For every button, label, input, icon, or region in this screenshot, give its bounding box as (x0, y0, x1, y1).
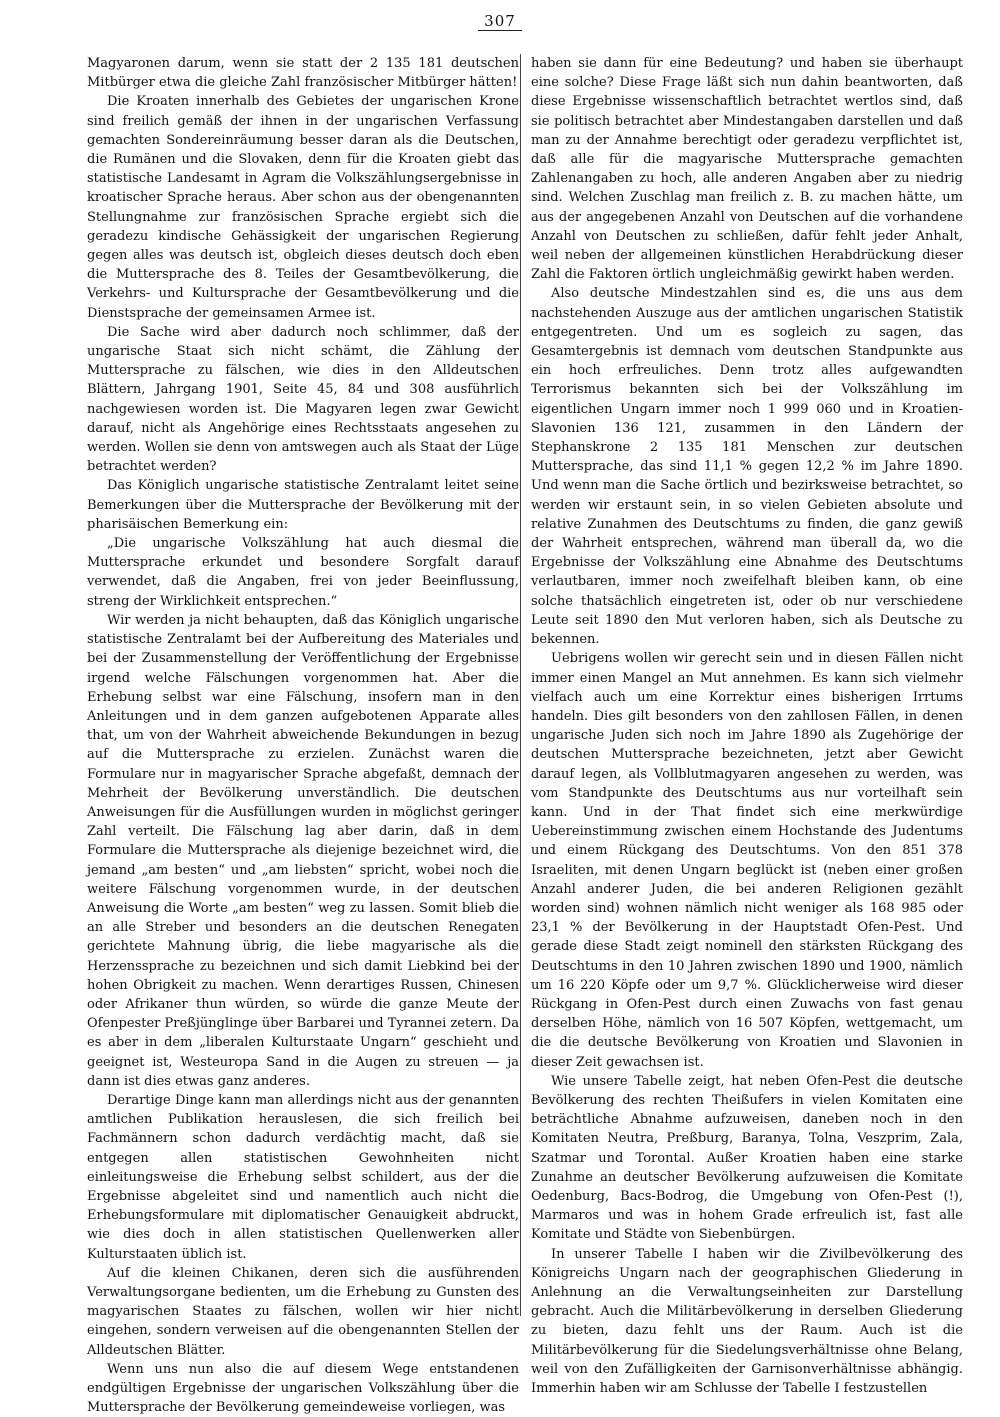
right-column (531, 54, 963, 1398)
page-number: 307 (0, 12, 1000, 30)
paragraph: Wir werden ja nicht behaupten, daß das Königlich ungarische statistische Zentralamt bei der Aufbereitung des Materiales und bei der Zusammenstellung der Veröffentlichung der Ergebnisse irgend welche Fälschungen vorgenommen hat. Aber die Erhebung selbst war eine Fälschung, insofern man in den Anleitungen und in dem ganzen aufgebotenen Apparate alles that, um von der Wahrheit abweichende Bekundungen in bezug auf die Muttersprache zu erzielen. Zunächst waren die Formulare nur in magyarischer Sprache abgefaßt, demnach der Mehrheit der Bevölkerung unverständlich. Die deutschen Anweisungen für die Ausfüllungen wurden in möglichst geringer Zahl verteilt. Die Fälschung lag aber darin, daß in dem Formulare die Muttersprache als diejenige bezeichnet wird, die jemand „am besten“ und „am liebsten“ spricht, wobei noch die weitere Fälschung vorgenommen wurde, in der deutschen Anweisung die Worte „am besten“ weg zu lassen. Somit blieb die an alle Streber und besonders an die deutschen Renegaten gerichtete Mahnung übrig, die liebe magyarische als die Herzenssprache zu bezeichnen und sich damit Liebkind bei der hohen Obrigkeit zu machen. Wenn derartiges Russen, Chinesen oder Afrikaner thun würden, so würde die ganze Meute der Ofenpester Preßjünglinge über Barbarei und Tyrannei zetern. Da es aber in dem „liberalen Kulturstaate Ungarn“ geschieht und geeignet ist, Westeuropa Sand in die Augen zu streuen — ja dann ist dies etwas ganz anderes. (87, 612, 519, 1089)
paragraph: Die Sache wird aber dadurch noch schlimmer, daß der ungarische Staat sich nicht schämt, die Zählung der Muttersprache zu fälschen, wie dies in den Alldeutschen Blättern, Jahrgang 1901, Seite 45, 84 und 308 ausführlich nachgewiesen worden ist. Die Magyaren legen zwar Gewicht darauf, nicht als Angehörige eines Rechtsstaats angesehen zu werden. Wollen sie denn von amtswegen auch als Staat der Lüge betrachtet werden? (87, 324, 519, 475)
paragraph: Uebrigens wollen wir gerecht sein und in diesen Fällen nicht immer einen Mangel an Mut annehmen. Es kann sich vielmehr vielfach auch um eine Korrektur eines bisherigen Irrtums handeln. Dies gilt besonders von den zahllosen Fällen, in denen ungarische Juden sich noch im Jahre 1890 als Zugehörige der deutschen Muttersprache bezeichneten, jetzt aber Gewicht darauf legen, als Vollblutmagyaren angesehen zu werden, was vom Standpunkte des Deutschtums aus nur vorteilhaft sein kann. Und in der That findet sich eine merkwürdige Uebereinstimmung zwischen einem Hochstande des Judentums und einem Rückgang des Deutschtums. Von den 851 378 Israeliten, mit denen Ungarn beglückt ist (neben einer großen Anzahl anderer Juden, die bei anderen Religionen gezählt worden sind) wohnen nämlich nicht weniger als 168 985 oder 23,1 % der Bevölkerung in der Hauptstadt Ofen-Pest. Und gerade diese Stadt zeigt nominell den stärksten Rückgang des Deutschtums in den 10 Jahren zwischen 1890 und 1900, nämlich um 16 220 Köpfe oder um 9,7 %. Glücklicherweise wird dieser Rückgang in Ofen-Pest durch einen Zuwachs von fast genau derselben Höhe, nämlich von 16 507 Köpfen, wettgemacht, um die die deutsche Bevölkerung von Kroatien und Slavonien in dieser Zeit gewachsen ist. (531, 651, 963, 1070)
left-column (87, 54, 519, 1417)
paragraph: Also deutsche Mindestzahlen sind es, die uns aus dem nachstehenden Auszuge aus der amtlichen ungarischen Statistik entgegentreten. Und um es sogleich zu sagen, das Gesamtergebnis ist demnach vom deutschen Standpunkte aus ein hoch erfreuliches. Denn trotz alles aufgewandten Terrorismus bekannten sich bei der Volkszählung im eigentlichen Ungarn immer noch 1 999 060 und in Kroatien-Slavonien 136 121, zusammen in den Ländern der Stephanskrone 2 135 181 Menschen zur deutschen Muttersprache, das sind 11,1 % gegen 12,2 % im Jahre 1890. Und wenn man die Sache örtlich und bezirksweise betrachtet, so werden wir erstaunt sein, in so vielen Gebieten absolute und relative Zunahmen des Deutschtums zu finden, die ganz gewiß der Wahrheit entsprechen, während man überall da, wo die Ergebnisse der Volkszählung eine Abnahme des Deutschtums verlautbaren, immer noch zweifelhaft bleiben kann, ob eine solche thatsächlich eingetreten ist, oder ob nur verschiedene Leute seit 1890 den Mut verloren haben, sich als Deutsche zu bekennen. (531, 286, 963, 648)
paragraph: Die Kroaten innerhalb des Gebietes der ungarischen Krone sind freilich gemäß der ihnen in der ungarischen Verfassung gemachten Sondereinräumung besser daran als die Deutschen, die Rumänen und die Slovaken, denn für die Kroaten giebt das statistische Landesamt in Agram die Volkszählungsergebnisse in kroatischer Sprache heraus. Aber schon aus der obengenannten Stellungnahme zur französischen Sprache ergiebt sich die geradezu kindische Gehässigkeit der ungarischen Regierung gegen alles was deutsch ist, obgleich dieses deutsch doch eben die Muttersprache des 8. Teiles der Gesamtbevölkerung, die Verkehrs- und Kultursprache der Gesamtbevölkerung und die Dienstsprache der gemeinsamen Armee ist. (87, 94, 519, 321)
column-divider (520, 54, 521, 1316)
paragraph: In unserer Tabelle I haben wir die Zivilbevölkerung des Königreichs Ungarn nach der geographischen Gliederung in Anlehnung an die Verwaltungseinheiten zur Darstellung gebracht. Auch die Militärbevölkerung in derselben Gliederung zu bieten, dazu fehlt uns der Raum. Auch ist die Militärbevölkerung für die Siedelungsverhältnisse ohne Belang, weil von den Zufälligkeiten der Garnisonverhältnisse abhängig. Immerhin haben wir am Schlusse der Tabelle I festzustellen (531, 1246, 963, 1397)
quote-paragraph: „Die ungarische Volkszählung hat auch diesmal die Muttersprache erkundet und besondere Sorgfalt darauf verwendet, daß die Angaben, frei von jeder Beeinflussung, streng der Wirklichkeit entsprechen.“ (87, 536, 519, 609)
paragraph: Das Königlich ungarische statistische Zentralamt leitet seine Bemerkungen über die Muttersprache der Bevölkerung mit der pharisäischen Bemerkung ein: (87, 478, 519, 532)
paragraph: Magyaronen darum, wenn sie statt der 2 135 181 deutschen Mitbürger etwa die gleiche Zahl französischer Mitbürger hätten! (87, 56, 519, 91)
paragraph: Wenn uns nun also die auf diesem Wege entstandenen endgültigen Ergebnisse der ungarischen Volkszählung über die Muttersprache der Bevölkerung gemeindeweise vorliegen, was (87, 1361, 519, 1416)
paragraph: Wie unsere Tabelle zeigt, hat neben Ofen-Pest die deutsche Bevölkerung des rechten Theißufers in vielen Komitaten eine beträchtliche Abnahme aufzuweisen, daneben noch in den Komitaten Neutra, Preßburg, Baranya, Tolna, Veszprim, Zala, Szatmar und Torontal. Außer Kroatien haben eine starke Zunahme an deutscher Bevölkerung aufzuweisen die Komitate Oedenburg, Bacs-Bodrog, die Umgebung von Ofen-Pest (!), Marmaros und was in hohem Grade erfreulich ist, fast alle Komitate und Städte von Siebenbürgen. (531, 1073, 963, 1243)
paragraph: Derartige Dinge kann man allerdings nicht aus der genannten amtlichen Publikation herauslesen, die sich freilich bei Fachmännern schon dadurch verdächtig macht, daß sie entgegen allen statistischen Gewohnheiten nicht einleitungsweise die Erhebung selbst schildert, aus der die Ergebnisse abgeleitet sind und namentlich auch nicht die Erhebungsformulare mit diplomatischer Genauigkeit abdruckt, wie dies doch in allen statistischen Quellenwerken aller Kulturstaaten üblich ist. (87, 1092, 519, 1262)
paragraph: haben sie dann für eine Bedeutung? und haben sie überhaupt eine solche? Diese Frage läßt sich nun dahin beantworten, daß diese Ergebnisse wissenschaftlich betrachtet wertlos sind, daß sie politisch betrachtet aber Mindestangaben darstellen und daß man zu der Annahme berechtigt oder geradezu verpflichtet ist, daß alle für die magyarische Muttersprache gemachten Zahlenangaben zu hoch, alle anderen Angaben aber zu niedrig sind. Welchen Zuschlag man freilich z. B. zu machen hätte, um aus der angegebenen Anzahl von Deutschen auf die vorhandene Anzahl von Deutschen zu schließen, dafür fehlt jeder Anhalt, weil neben der allgemeinen künstlichen Herabdrückung dieser Zahl die Faktoren örtlich ungleichmäßig gewirkt haben werden. (531, 56, 963, 283)
paragraph: Auf die kleinen Chikanen, deren sich die ausführenden Verwaltungsorgane bedienten, um die Erhebung zu Gunsten des magyarischen Staates zu fälschen, wollen wir hier nicht eingehen, sondern verweisen auf die obengenannten Stellen der Alldeutschen Blätter. (87, 1265, 519, 1358)
